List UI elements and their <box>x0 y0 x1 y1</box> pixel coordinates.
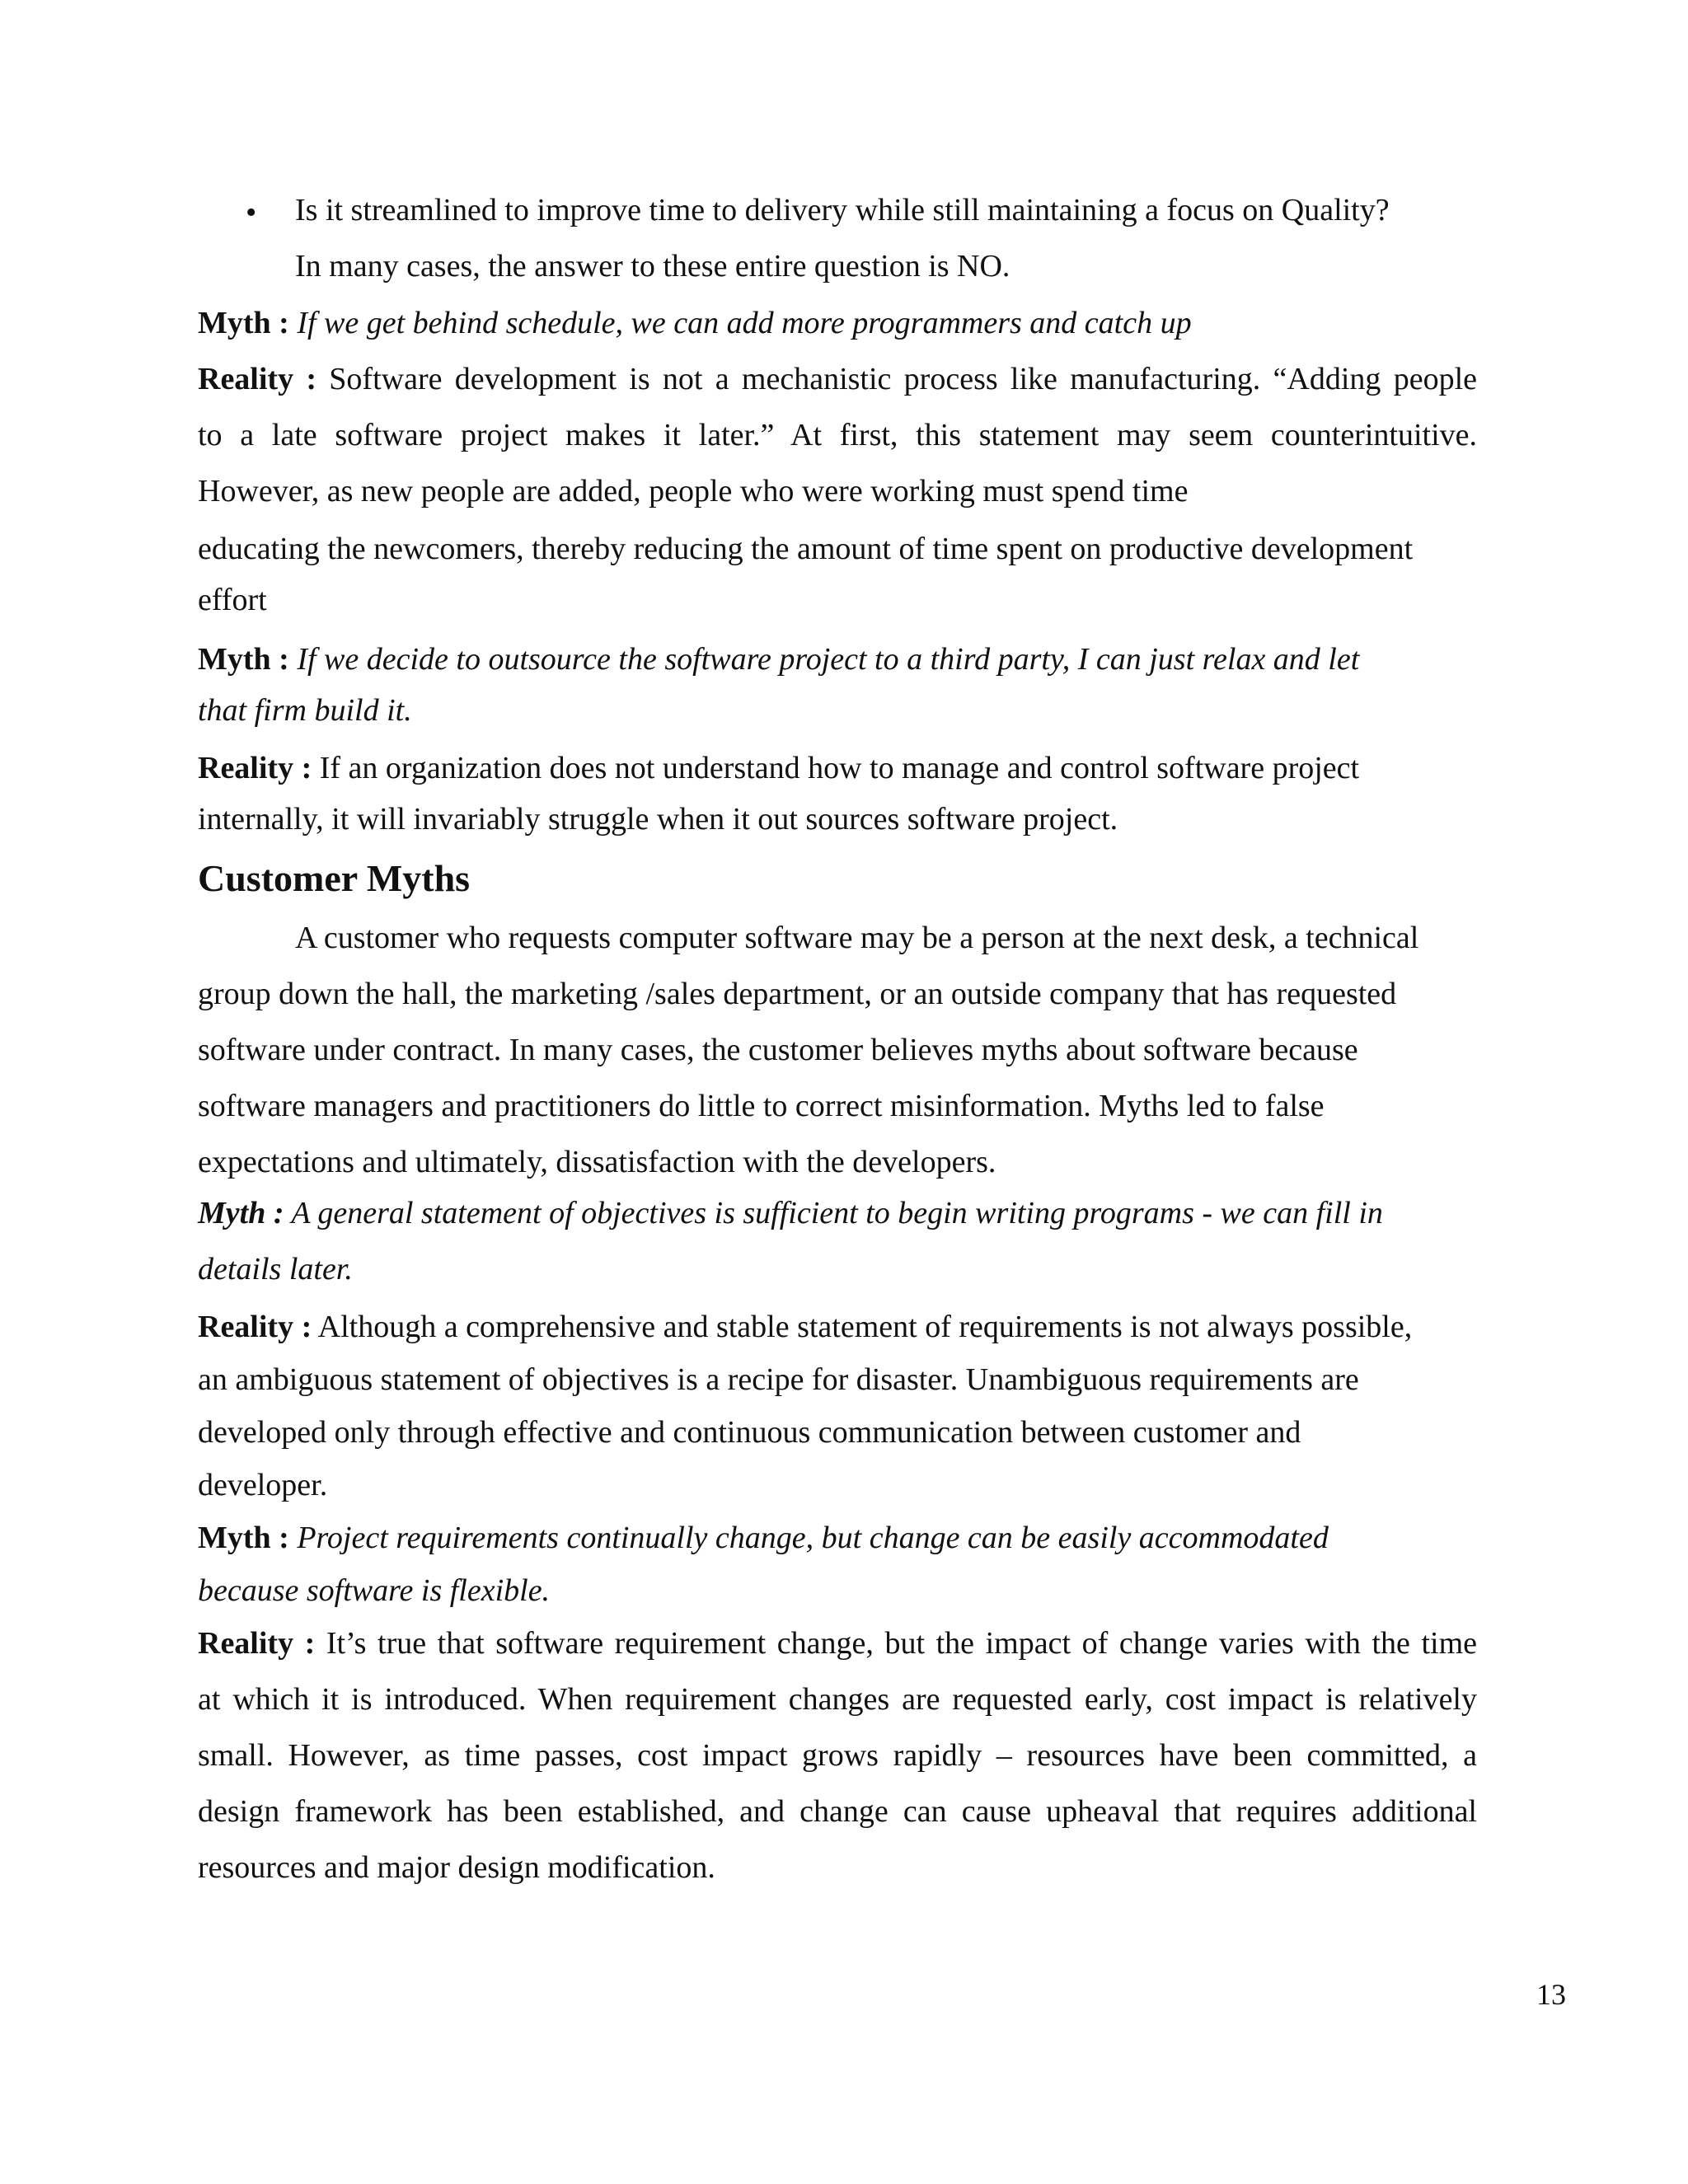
reality-4-line-2: at which it is introduced. When requirement changes are requested early, cost impact is relatively <box>198 1682 1477 1717</box>
myth-2-line-2: that firm build it. <box>198 693 412 728</box>
customer-intro <box>198 922 1477 1178</box>
reality-3 <box>198 1311 1477 1501</box>
myth-4-label: Myth : <box>198 1521 289 1555</box>
reality-3-line-2: an ambiguous statement of objectives is a recipe for disaster. Unambiguous requirements are <box>198 1362 1359 1397</box>
reality-2-line-2: internally, it will invariably struggle when it out sources software project. <box>198 802 1118 837</box>
myth-1 <box>198 307 1477 339</box>
reality-2 <box>198 752 1477 835</box>
reality-3-line-1: Reality : Although a comprehensive and stable statement of requirements is not always possible, <box>198 1310 1413 1344</box>
intro-line-1: A customer who requests computer software may be a person at the next desk, a technical <box>295 921 1419 955</box>
myth-3 <box>198 1197 1477 1285</box>
reality-3-label: Reality : <box>198 1310 312 1344</box>
reality-1-line-5: effort <box>198 583 267 617</box>
reality-4-line-1: Reality : It’s true that software requirement change, but the impact of change varies with the time <box>198 1626 1477 1661</box>
reality-4-line-4: design framework has been established, and change can cause upheaval that requires additional <box>198 1794 1477 1829</box>
myth-3-line-2: details later. <box>198 1252 353 1286</box>
reality-2-label: Reality : <box>198 751 312 785</box>
page-number: 13 <box>1536 1978 1566 2011</box>
intro-line-5: expectations and ultimately, dissatisfaction with the developers. <box>198 1145 996 1179</box>
reality-3-line-3: developed only through effective and continuous communication between customer and <box>198 1415 1301 1450</box>
reality-1 <box>198 363 1477 616</box>
bullet-symbol: • <box>246 195 257 230</box>
myth-1-label: Myth : <box>198 306 289 340</box>
bullet-item <box>198 194 1477 236</box>
reality-4-label: Reality : <box>198 1626 316 1661</box>
reality-1-line-3: However, as new people are added, people who were working must spend time <box>198 474 1189 509</box>
myth-2-line-1: Myth : If we decide to outsource the software project to a third party, I can just relax and let <box>198 642 1360 677</box>
myth-4-line-1: Myth : Project requirements continually change, but change can be easily accommodated <box>198 1521 1329 1555</box>
bullet-text: Is it streamlined to improve time to delivery while still maintaining a focus on Quality? <box>295 193 1390 227</box>
reality-1-line-4: educating the newcomers, thereby reducing the amount of time spent on productive development <box>198 532 1414 566</box>
reality-4-line-3: small. However, as time passes, cost impact grows rapidly – resources have been committed, a <box>198 1738 1477 1773</box>
reality-4 <box>198 1628 1477 1883</box>
reality-1-line-2: to a late software project makes it later.” At first, this statement may seem counterintuitive. <box>198 418 1477 452</box>
myth-4 <box>198 1522 1477 1606</box>
intro-line-2: group down the hall, the marketing /sales department, or an outside company that has requested <box>198 977 1397 1011</box>
reality-3-line-4: developer. <box>198 1468 328 1502</box>
reality-1-label: Reality : <box>198 362 317 396</box>
intro-line-3: software under contract. In many cases, the customer believes myths about software because <box>198 1033 1358 1067</box>
myth-2-label: Myth : <box>198 642 289 677</box>
reality-4-line-5: resources and major design modification. <box>198 1850 715 1885</box>
reality-1-line-1: Reality : Software development is not a mechanistic process like manufacturing. “Adding people <box>198 362 1477 396</box>
myth-3-label: Myth : <box>198 1196 284 1230</box>
myth-4-line-2: because software is flexible. <box>198 1573 551 1608</box>
myth-1-text: If we get behind schedule, we can add more programmers and catch up <box>297 306 1192 340</box>
reality-2-line-1: Reality : If an organization does not understand how to manage and control software project <box>198 751 1360 785</box>
intro-line-4: software managers and practitioners do little to correct misinformation. Myths led to false <box>198 1089 1325 1123</box>
section-heading: Customer Myths <box>198 857 471 899</box>
myth-3-line-1: Myth : A general statement of objectives is sufficient to begin writing programs - we can fill in <box>198 1196 1383 1230</box>
myth-2 <box>198 644 1477 726</box>
page-body <box>198 194 1477 1883</box>
answer-line: In many cases, the answer to these entire question is NO. <box>295 249 1010 284</box>
